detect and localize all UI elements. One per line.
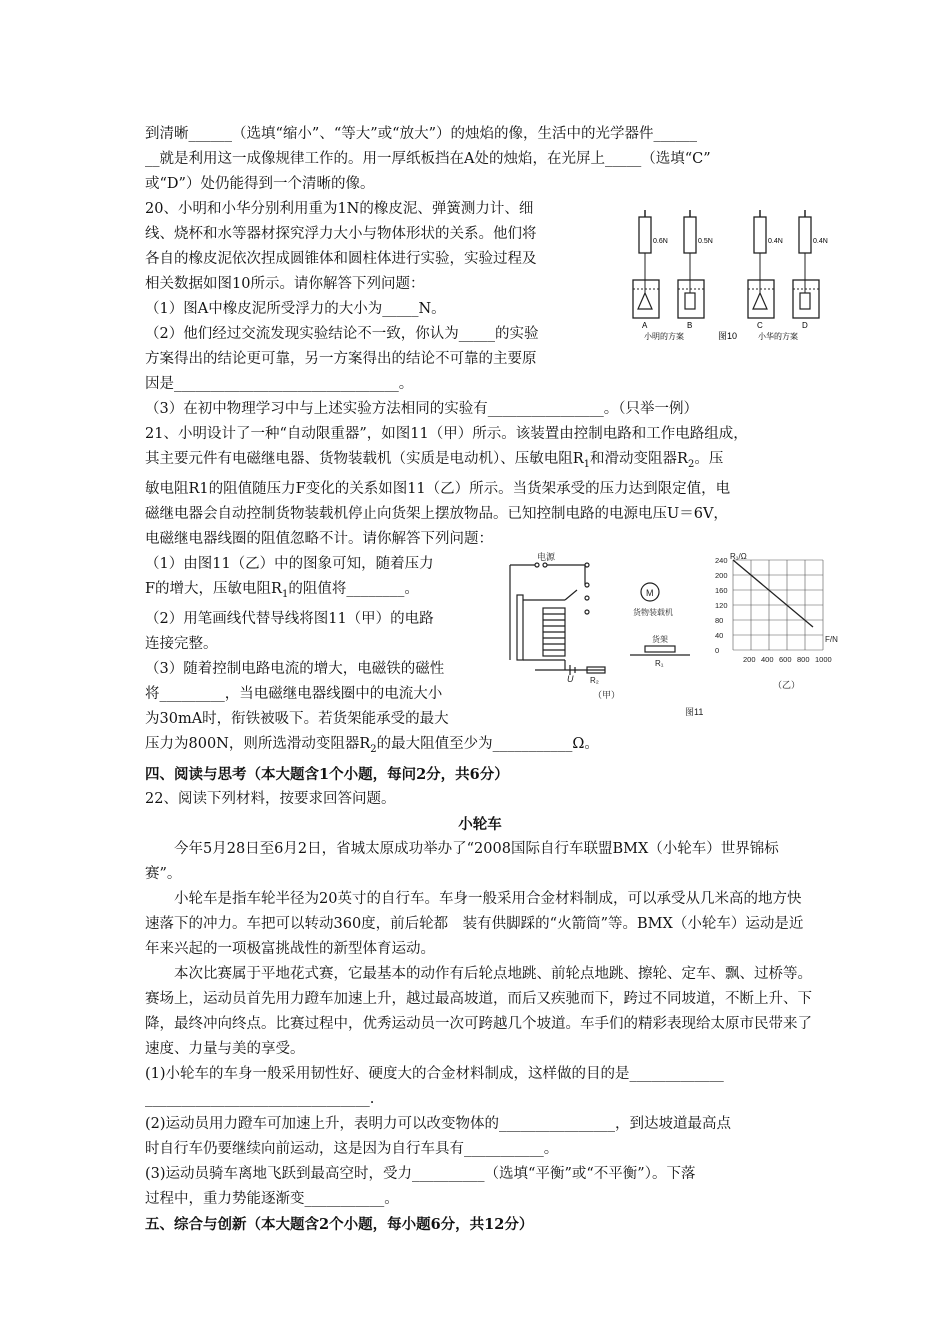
- article-paragraph: 小轮车是指车轮半径为20英寸的自行车。车身一般采用合金材料制成，可以承受从几米高的地方快速落下的冲力。车把可以转动360度，前后轮都 装有供脚踩的“火箭筒”等。BMX（小轮车）运动是近年来兴起的一项极富挑战性的新型体育运动。: [145, 890, 804, 957]
- text-line: 到清晰______（选填“缩小”、“等大”或“放大”）的烛焰的像，生活中的光学器件______: [145, 126, 697, 142]
- fig10-reading: 0.6N: [653, 238, 668, 245]
- graph-ytick: 200: [715, 571, 728, 580]
- article-title: 小轮车: [458, 815, 502, 833]
- fig10-caption-right: 小华的方案: [758, 332, 798, 341]
- text-line: 各自的橡皮泥依次捏成圆锥体和圆柱体进行实验，实验过程及: [145, 251, 537, 267]
- fig10-caption-left: 小明的方案: [644, 332, 684, 341]
- text-line: 连接完整。: [145, 635, 218, 652]
- fig11-graph: [715, 552, 838, 690]
- fig11-yi-label: （乙）: [773, 680, 801, 690]
- text-line: 因是_______________________________。: [145, 376, 414, 392]
- fig10-apparatus-a: [633, 210, 668, 330]
- text-line: 为30mA时，衔铁被吸下。若货架能承受的最大: [145, 710, 449, 727]
- text-line: （1）由图11（乙）中的图象可知，随着压力: [145, 555, 434, 572]
- fig11-r1-label: R₁: [655, 659, 664, 668]
- fig10-apparatus-b: [678, 210, 713, 330]
- fig10-apparatus-c: [748, 210, 783, 330]
- text-line: （2）用笔画线代替导线将图11（甲）的电路: [145, 610, 434, 627]
- text-line: 相关数据如图10所示。请你解答下列问题：: [145, 276, 425, 292]
- article-paragraph: 今年5月28日至6月2日，省城太原成功举办了“2008国际自行车联盟BMX（小轮车）世界锦标赛”。: [145, 840, 779, 882]
- fig10-label: C: [757, 321, 763, 330]
- text-line: （2）他们经过交流发现实验结论不一致，你认为_____的实验: [145, 326, 539, 342]
- text-line: 21、小明设计了一种“自动限重器”，如图11（甲）所示。该装置由控制电路和工作电路组成，: [145, 426, 748, 442]
- text-line: 方案得出的结论更可靠，另一方案得出的结论不可靠的主要原: [145, 351, 537, 367]
- fig10-apparatus-d: [793, 210, 828, 330]
- graph-ytick: 240: [715, 556, 728, 565]
- section-heading: 五、综合与创新（本大题含2个小题，每小题6分，共12分）: [145, 1215, 534, 1233]
- text-line: 过程中，重力势能逐渐变___________。: [145, 1190, 399, 1207]
- fig11-graph-ylabel: R₁/Ω: [730, 552, 747, 561]
- graph-ytick: 120: [715, 601, 728, 610]
- text-line: F的增大，压敏电阻$R_1$的阻值将________。: [145, 580, 419, 600]
- text-line: 磁继电器会自动控制货物装载机停止向货架上摆放物品。已知控制电路的电源电压U＝6V，: [145, 505, 728, 522]
- fig11-jia-label: （甲）: [593, 690, 621, 700]
- fig11-shelf-label: 货架: [652, 635, 668, 644]
- fig11-graph-xlabel: F/N: [825, 635, 838, 644]
- fig11-loader-label: 货物装载机: [633, 608, 673, 617]
- figure-10: [630, 205, 835, 345]
- graph-ytick: 80: [715, 616, 724, 625]
- fig10-label: B: [687, 321, 693, 330]
- fig11-power-label: 电源: [537, 552, 556, 562]
- text-line: 20、小明和小华分别利用重为1N的橡皮泥、弹簧测力计、细: [145, 201, 534, 217]
- article-paragraph: 本次比赛属于平地花式赛，它最基本的动作有后轮点地跳、前轮点地跳、擦轮、定车、飘、过桥等。赛场上，运动员首先用力蹬车加速上升，越过最高坡道，而后又疾驰而下，跨过不同坡道，不断上升、下降，最终冲向终点。比赛过程中，优秀运动员一次可跨越几个坡道。车手们的精彩表现给太原市民带来了速度、力量与美的享受。: [145, 965, 812, 1057]
- text-line: 敏电阻R1的阻值随压力F变化的关系如图11（乙）所示。当货架承受的压力达到限定值，电: [145, 480, 731, 497]
- graph-xtick: 800: [797, 655, 810, 664]
- text-line: (2)运动员用力蹬车可加速上升，表明力可以改变物体的________________，到达坡道最高点: [145, 1115, 732, 1132]
- fig11-u-label: U: [567, 674, 574, 684]
- text-line: （1）图A中橡皮泥所受浮力的大小为_____N。: [145, 301, 446, 317]
- text-line: _______________________________.: [145, 1090, 375, 1107]
- text-line: 电磁继电器线圈的阻值忽略不计。请你解答下列问题：: [145, 530, 493, 547]
- text-line: 将_________，当电磁继电器线圈中的电流大小: [145, 685, 443, 702]
- graph-xtick: 600: [779, 655, 792, 664]
- text-line: (1)小轮车的车身一般采用韧性好、硬度大的合金材料制成，这样做的目的是_____________: [145, 1065, 724, 1082]
- fig10-label: D: [802, 321, 808, 330]
- text-line: （3）随着控制电路电流的增大，电磁铁的磁性: [145, 660, 445, 677]
- fig10-caption: 图10: [718, 331, 738, 341]
- text-line: 时自行车仍要继续向前运动，这是因为自行车具有___________。: [145, 1140, 559, 1157]
- question-21-wrap: [145, 552, 495, 732]
- text-line: __就是利用这一成像规律工作的。用一厚纸板挡在A处的烛焰，在光屏上_____（选填“C”: [145, 151, 711, 167]
- text-line: 压力为800N，则所选滑动变阻器$R_2$的最大阻值至少为___________Ω。: [145, 735, 599, 755]
- fig11-caption: 图11: [685, 707, 704, 717]
- figure-11: [505, 550, 845, 725]
- fig11-graph-line: [733, 560, 813, 627]
- text-line: 22、阅读下列材料，按要求回答问题。: [145, 790, 396, 807]
- text-line: (3)运动员骑车离地飞跃到最高空时，受力__________（选填“平衡”或“不平衡”）。下落: [145, 1165, 696, 1182]
- fig10-reading: 0.5N: [698, 238, 713, 245]
- fig10-label: A: [642, 321, 648, 330]
- graph-xtick: 200: [743, 655, 756, 664]
- graph-ytick: 0: [715, 646, 720, 655]
- text-line: 或“D”）处仍能得到一个清晰的像。: [145, 176, 375, 192]
- text-line: （3）在初中物理学习中与上述实验方法相同的实验有________________。（只举一例）: [145, 401, 698, 417]
- fig11-r2-label: R₂: [590, 676, 599, 685]
- question-20: [145, 197, 605, 397]
- fig10-reading: 0.4N: [768, 238, 783, 245]
- section-heading: 四、阅读与思考（本大题含1个小题，每问2分，共6分）: [145, 765, 509, 783]
- graph-xtick: 400: [761, 655, 774, 664]
- graph-ytick: 160: [715, 586, 728, 595]
- text-line: 其主要元件有电磁继电器、货物装载机（实质是电动机）、压敏电阻$R_1$和滑动变阻器$R_2$。压: [145, 451, 724, 470]
- text-line: 线、烧杯和水等器材探究浮力大小与物体形状的关系。他们将: [145, 226, 537, 242]
- graph-ytick: 40: [715, 631, 724, 640]
- fig10-reading: 0.4N: [813, 238, 828, 245]
- svg-text:M: M: [646, 588, 654, 598]
- graph-xtick: 1000: [815, 655, 832, 664]
